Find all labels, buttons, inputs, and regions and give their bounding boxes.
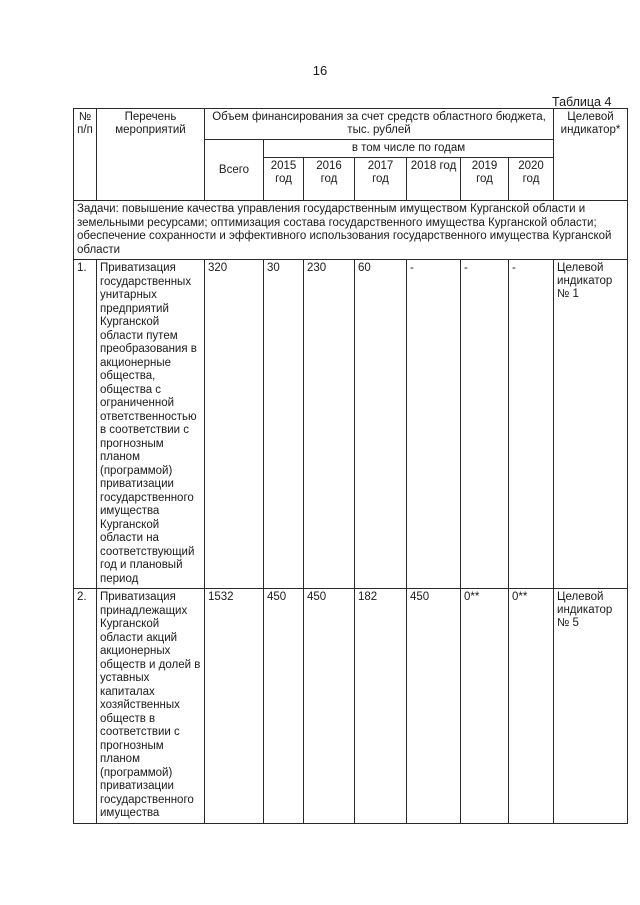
table-row bbox=[74, 589, 628, 824]
task-text: Задачи: повышение качества управления государственным имуществом Курганской области и земельными ресурсами; оптимизация состава государственного имущества Курганской области; обеспечение сохранности и эффективного использования государственного имущества Курганской области bbox=[74, 201, 628, 260]
row-year-value: - bbox=[461, 260, 509, 589]
header-year: 2019 год bbox=[461, 158, 509, 201]
row-num: 1. bbox=[74, 260, 97, 589]
row-year-value: 0** bbox=[461, 589, 509, 824]
header-year: 2020 год bbox=[509, 158, 554, 201]
header-total: Всего bbox=[205, 140, 264, 201]
header-by-year: в том числе по годам bbox=[264, 140, 554, 158]
funding-table bbox=[73, 108, 628, 824]
header-num: № п/п bbox=[74, 109, 97, 201]
row-total: 1532 bbox=[205, 589, 264, 824]
row-indicator: Целевой индикатор № 5 bbox=[554, 589, 628, 824]
row-year-value: - bbox=[407, 260, 461, 589]
row-indicator: Целевой индикатор № 1 bbox=[554, 260, 628, 589]
header-year: 2015 год bbox=[264, 158, 304, 201]
row-year-value: - bbox=[509, 260, 554, 589]
row-year-value: 450 bbox=[264, 589, 304, 824]
row-year-value: 60 bbox=[355, 260, 407, 589]
row-year-value: 230 bbox=[304, 260, 355, 589]
row-year-value: 182 bbox=[355, 589, 407, 824]
page-number: 16 bbox=[312, 63, 328, 78]
header-year: 2016 год bbox=[304, 158, 355, 201]
row-year-value: 30 bbox=[264, 260, 304, 589]
row-year-value: 0** bbox=[509, 589, 554, 824]
row-measure: Приватизация государственных унитарных предприятий Курганской области путем преобразования в акционерные общества, общества с ограниченной ответственностью в соответствии с прогнозным планом (программой) приватизации государственного имущества Курганской области на соответствующий год и плановый период bbox=[97, 260, 205, 589]
row-year-value: 450 bbox=[407, 589, 461, 824]
task-row bbox=[74, 201, 628, 260]
row-total: 320 bbox=[205, 260, 264, 589]
header-funding: Объем финансирования за счет средств областного бюджета, тыс. рублей bbox=[205, 109, 554, 140]
header-year: 2018 год bbox=[407, 158, 461, 201]
row-measure: Приватизация принадлежащих Курганской области акций акционерных обществ и долей в уставных капиталах хозяйственных обществ в соответствии с прогнозным планом (программой) приватизации государственного имущества bbox=[97, 589, 205, 824]
table-label: Таблица 4 bbox=[552, 95, 612, 109]
row-year-value: 450 bbox=[304, 589, 355, 824]
table-row bbox=[74, 260, 628, 589]
header-row bbox=[74, 109, 628, 140]
header-measures: Перечень мероприятий bbox=[97, 109, 205, 201]
header-year: 2017 год bbox=[355, 158, 407, 201]
header-target: Целевой индикатор* bbox=[554, 109, 628, 201]
row-num: 2. bbox=[74, 589, 97, 824]
